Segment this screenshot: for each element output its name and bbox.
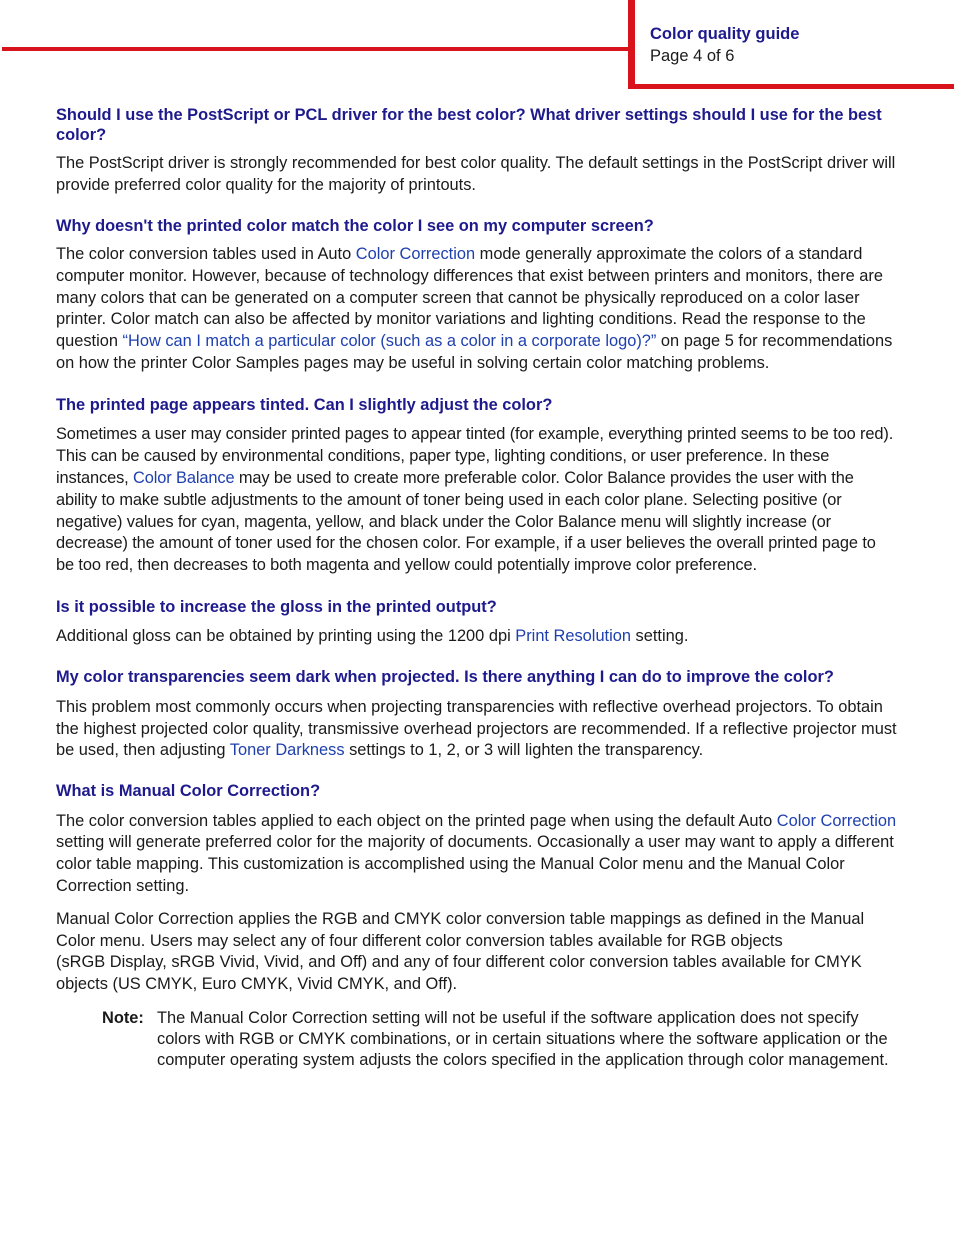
color-balance-link[interactable]: Color Balance (133, 468, 235, 487)
note-text: The Manual Color Correction setting will not be useful if the software application does not specify colors with RGB or CMYK combinations, or in certain situations where the software application or the computer operating system adjusts the colors specified in the application through color management. (157, 1009, 889, 1069)
section-paragraph-transparencies: This problem most commonly occurs when projecting transparencies with reflective overhead projectors. To obtain the highest projected color quality, transmissive overhead projectors are recommended. If a reflective projector must be used, then adjusting Toner Darkness settings to 1, 2, or 3 will lighten the transparency. (56, 697, 897, 760)
section-heading-manual-color: What is Manual Color Correction? (56, 782, 321, 801)
document-body (56, 106, 898, 1070)
section-heading-driver: Should I use the PostScript or PCL driver for the best color? What driver settings should I use for the best color? (56, 106, 882, 144)
section-paragraph-gloss: Additional gloss can be obtained by printing using the 1200 dpi Print Resolution setting. (56, 627, 689, 646)
match-corporate-logo-link[interactable]: “How can I match a particular color (such as a color in a corporate logo)?” (122, 332, 657, 351)
note-block (102, 1008, 898, 1070)
document-title: Color quality guide (650, 25, 800, 43)
section-heading-transparencies: My color transparencies seem dark when projected. Is there anything I can do to improve the color? (56, 668, 834, 687)
header-rule-right (628, 84, 954, 89)
section-heading-tinted: The printed page appears tinted. Can I slightly adjust the color? (56, 395, 553, 414)
note-label: Note: (102, 1009, 144, 1028)
page-number: Page 4 of 6 (650, 47, 735, 65)
toner-darkness-link[interactable]: Toner Darkness (229, 741, 345, 760)
color-correction-link[interactable]: Color Correction (355, 245, 476, 264)
section-heading-screen-match: Why doesn't the printed color match the color I see on my computer screen? (56, 216, 654, 235)
header-rule-vertical (628, 0, 635, 89)
section-paragraph-screen-match: The color conversion tables used in Auto Color Correction mode generally approximate the colors of a standard computer monitor. However, because of technology differences that exist between printers and monitors, there are many colors that can be generated on a computer screen that cannot be physically reproduced on a color laser printer. Color match can also be affected by monitor variations and lighting conditions. Read the response to the question “How can I match a particular color (such as a color in a corporate logo)?” on page 5 for recommendations on how the printer Color Samples pages may be useful in solving certain color matching problems. (56, 245, 893, 373)
color-correction-link-2[interactable]: Color Correction (776, 811, 897, 830)
section-paragraph-manual-color-1: The color conversion tables applied to each object on the printed page when using the default Auto Color Correction setting will generate preferred color for the majority of documents. Occasionally a user may want to apply a different color table mapping. This customization is accomplished using the Manual Color menu and the Manual Color Correction setting. (56, 811, 897, 896)
section-paragraph-driver: The PostScript driver is strongly recommended for best color quality. The default settings in the PostScript driver will provide preferred color quality for the majority of printouts. (56, 154, 896, 194)
page-header (650, 23, 799, 67)
section-heading-gloss: Is it possible to increase the gloss in the printed output? (56, 597, 497, 616)
section-paragraph-manual-color-2: Manual Color Correction applies the RGB and CMYK color conversion table mappings as defined in the Manual Color menu. Users may select any of four different color conversion tables available for RGB objects (sRGB Display, sRGB Vivid, Vivid, and Off) and any of four different color conversion tables available for CMYK objects (US CMYK, Euro CMYK, Vivid CMYK, and Off). (56, 909, 865, 994)
header-rule-left (2, 47, 630, 51)
section-paragraph-tinted: Sometimes a user may consider printed pages to appear tinted (for example, everything printed seems to be too red). This can be caused by environmental conditions, paper type, lighting conditions, or user preference. In these instances, Color Balance may be used to create more preferable color. Color Balance provides the user with the ability to make subtle adjustments to the amount of toner being used in each color plane. Selecting positive (or negative) values for cyan, magenta, yellow, and black under the Color Balance menu will slightly increase (or decrease) the amount of toner used for the chosen color. For example, if a user believes the overall printed page to be too red, then decreases to both magenta and yellow could potentially improve color preference. (56, 425, 894, 575)
print-resolution-link[interactable]: Print Resolution (515, 627, 631, 646)
